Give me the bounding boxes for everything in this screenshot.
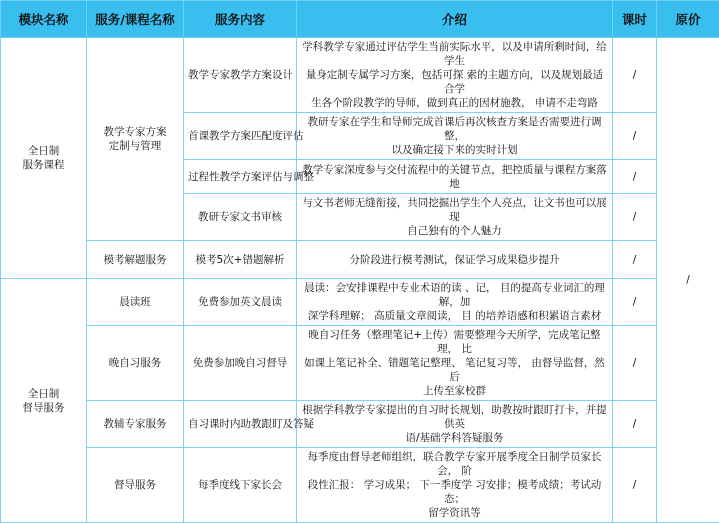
content-cell: 自习课时内助教跟盯及答疑 xyxy=(184,401,297,448)
content-cell: 首课教学方案匹配度评估 xyxy=(184,113,297,160)
header-hours: 课时 xyxy=(613,1,657,38)
intro-cell xyxy=(297,194,613,241)
intro-line: 分阶段进行模考测试，保证学习成果稳步提升 xyxy=(301,253,608,267)
intro-line: 深学科理解； 高质量文章阅读， 目 的培养语感和积累语言素材 xyxy=(301,309,608,323)
content-cell: 模考5次+错题解析 xyxy=(184,241,297,279)
intro-line: 与文书老师无缝衔接，共同挖掘出学生个人亮点，让文书也可以展现 xyxy=(301,196,608,224)
table-row xyxy=(1,241,719,279)
service-name-line: 晚自习服务 xyxy=(91,356,179,370)
header-service: 服务/课程名称 xyxy=(87,1,184,38)
intro-line: 每季度由督导老师组织，联合教学专家开展季度全日制学员家长会， 阶 xyxy=(301,450,608,478)
module-cell-fulltime-course xyxy=(1,38,87,279)
content-cell: 免费参加晚自习督导 xyxy=(184,326,297,401)
content-cell: 教研专家文书审核 xyxy=(184,194,297,241)
intro-line: 教研专家在学生和导师完成首课后再次核查方案是否需要进行调整， xyxy=(301,115,608,143)
content-cell: 每季度线下家长会 xyxy=(184,448,297,523)
intro-line: 语/基础学科答疑服务 xyxy=(301,431,608,445)
hours-cell: / xyxy=(613,38,657,113)
hours-cell: / xyxy=(613,194,657,241)
table-row xyxy=(1,401,719,448)
service-cell-teaching-plan xyxy=(87,38,184,241)
header-content: 服务内容 xyxy=(184,1,297,38)
intro-line: 学科教学专家通过评估学生当前实际水平，以及申请所剩时间，给学生 xyxy=(301,40,608,68)
intro-line: 晨读：会安排课程中专业术语的读 、记， 目的提高专业词汇的理解，加 xyxy=(301,281,608,309)
header-price: 原价 xyxy=(657,1,719,38)
module-name-line: 全日制 xyxy=(5,144,82,158)
service-cell-tutor-expert xyxy=(87,401,184,448)
service-cell-morning-reading xyxy=(87,279,184,326)
intro-line: 量身定制专属学习方案，包括可探 索的主题方向，以及规划最适合学 xyxy=(301,68,608,96)
table-row xyxy=(1,448,719,523)
header-intro: 介绍 xyxy=(297,1,613,38)
hours-cell: / xyxy=(613,241,657,279)
service-name-line: 模考解题服务 xyxy=(91,253,179,267)
table-row xyxy=(1,326,719,401)
service-cell-mock-exam xyxy=(87,241,184,279)
service-name-line: 晨读班 xyxy=(91,295,179,309)
intro-line: 教学专家深度参与交付流程中的关键节点，把控质量与课程方案落地 xyxy=(301,163,608,191)
intro-line: 根据学科教学专家提出的自习时长规划，助教按时跟盯打卡，并提供英 xyxy=(301,403,608,431)
header-row xyxy=(1,1,719,38)
module-name-line: 督导服务 xyxy=(5,401,82,415)
hours-cell: / xyxy=(613,401,657,448)
hours-cell: / xyxy=(613,279,657,326)
intro-cell xyxy=(297,448,613,523)
service-name-line: 教学专家方案 xyxy=(91,125,179,139)
intro-cell xyxy=(297,279,613,326)
intro-line: 生各个阶段教学的导师，做到真正的因材施教， 申请不走弯路 xyxy=(301,96,608,110)
intro-line: 留学资讯等 xyxy=(301,506,608,520)
intro-cell xyxy=(297,38,613,113)
intro-cell xyxy=(297,326,613,401)
intro-cell xyxy=(297,113,613,160)
service-name-line: 定制与管理 xyxy=(91,139,179,153)
price-cell: / xyxy=(657,38,719,523)
content-cell: 过程性教学方案评估与调整 xyxy=(184,160,297,194)
service-name-line: 督导服务 xyxy=(91,478,179,492)
intro-line: 晚自习任务（整理笔记+上传）需要整理今天所学，完成笔记整理， 比 xyxy=(301,328,608,356)
table-row xyxy=(1,38,719,113)
hours-cell: / xyxy=(613,326,657,401)
intro-line: 自己独有的个人魅力 xyxy=(301,224,608,238)
intro-line: 段性汇报： 学习成果； 下一季度学 习安排；模考成绩；考试动态； xyxy=(301,478,608,506)
module-cell-fulltime-supervision xyxy=(1,279,87,523)
header-module: 模块名称 xyxy=(1,1,87,38)
module-name-line: 全日制 xyxy=(5,387,82,401)
intro-line: 如课上笔记补全、错题笔记整理、 笔记复习等， 由督导监督，然后 xyxy=(301,356,608,384)
hours-cell: / xyxy=(613,113,657,160)
table-row xyxy=(1,279,719,326)
intro-line: 以及确定接下来的实时计划 xyxy=(301,143,608,157)
intro-line: 上传至家校群 xyxy=(301,384,608,398)
hours-cell: / xyxy=(613,448,657,523)
content-cell: 教学专家教学方案设计 xyxy=(184,38,297,113)
module-name-line: 服务课程 xyxy=(5,158,82,172)
intro-cell xyxy=(297,401,613,448)
intro-cell xyxy=(297,160,613,194)
service-name-line: 教辅专家服务 xyxy=(91,417,179,431)
service-cell-evening-study xyxy=(87,326,184,401)
hours-cell: / xyxy=(613,160,657,194)
intro-cell xyxy=(297,241,613,279)
content-cell: 免费参加英文晨读 xyxy=(184,279,297,326)
service-cell-supervision xyxy=(87,448,184,523)
